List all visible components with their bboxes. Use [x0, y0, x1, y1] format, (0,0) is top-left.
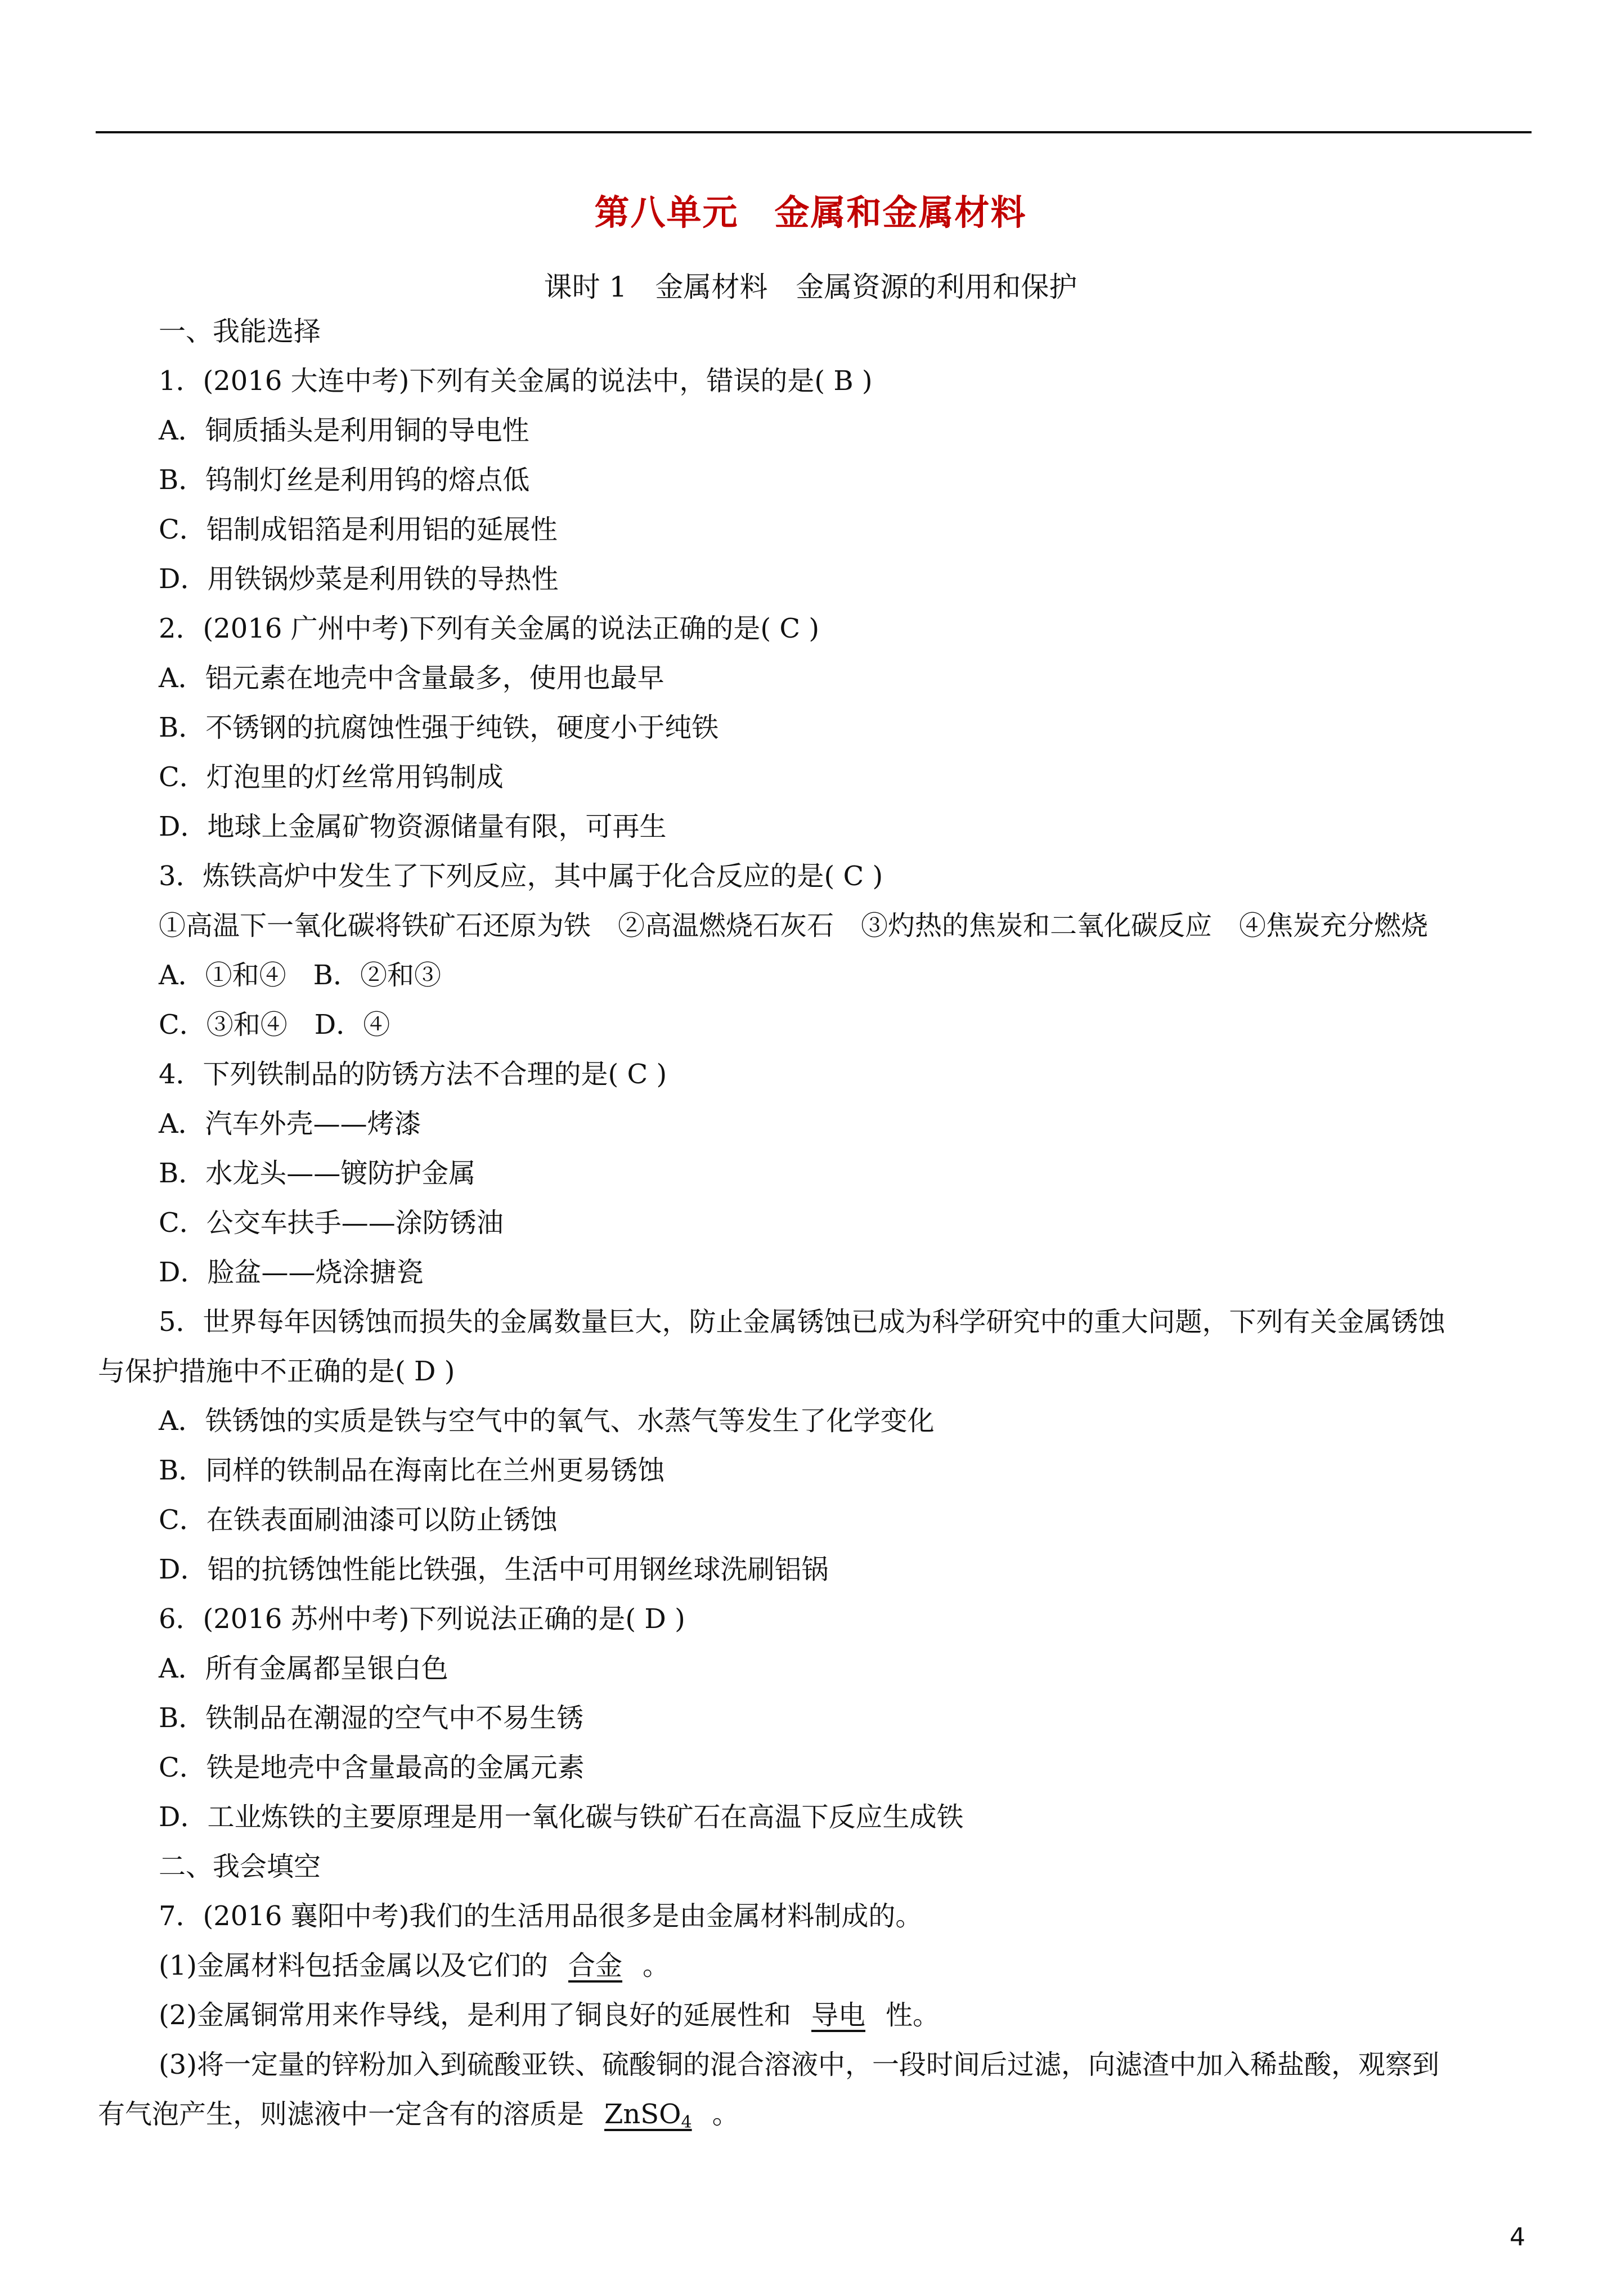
question-4-stem: 4．下列铁制品的防锈方法不合理的是( C ) [159, 1059, 667, 1090]
question-4-option-b: B．水龙头——镀防护金属 [159, 1158, 476, 1189]
question-7-part-1-end: 。 [643, 1950, 670, 1981]
question-7-part-1-text: (1)金属材料包括金属以及它们的 [159, 1950, 548, 1981]
question-7-part-3-end: 。 [712, 2098, 739, 2130]
section-heading-choice: 一、我能选择 [159, 316, 321, 347]
question-2-option-d: D．地球上金属矿物资源储量有限，可再生 [159, 811, 667, 842]
question-1-option-d: D．用铁锅炒菜是利用铁的导热性 [159, 563, 559, 595]
worksheet-body [98, 307, 1532, 2139]
question-3-items: ①高温下一氧化碳将铁矿石还原为铁 ②高温燃烧石灰石 ③灼热的焦炭和二氧化碳反应 ④焦炭充分燃烧 [159, 910, 1429, 941]
question-1-option-b: B．钨制灯丝是利用钨的熔点低 [159, 464, 530, 496]
page-title: 第八单元 金属和金属材料 [594, 192, 1027, 233]
section-heading-fill: 二、我会填空 [159, 1851, 321, 1882]
question-3-options-cd: C．③和④ D．④ [159, 1009, 390, 1041]
question-6-stem: 6．(2016 苏州中考)下列说法正确的是( D ) [159, 1603, 685, 1635]
question-7-part-3-line1: (3)将一定量的锌粉加入到硫酸亚铁、硫酸铜的混合溶液中，一段时间后过滤，向滤渣中加入稀盐酸，观察到 [159, 2049, 1439, 2080]
question-3-stem: 3．炼铁高炉中发生了下列反应，其中属于化合反应的是( C ) [159, 860, 883, 892]
question-3-options-ab: A．①和④ B．②和③ [159, 959, 441, 991]
question-7-part-3-answer-subscript: 4 [681, 2113, 692, 2132]
question-4-option-a: A．汽车外壳——烤漆 [159, 1108, 421, 1140]
header-rule [96, 131, 1532, 133]
question-4-option-d: D．脸盆——烧涂搪瓷 [159, 1257, 424, 1288]
question-7-part-2-end: 性。 [886, 1999, 940, 2031]
question-5-option-c: C．在铁表面刷油漆可以防止锈蚀 [159, 1504, 558, 1536]
question-7-part-2-answer: 导电 [811, 1999, 866, 2031]
page-number: 4 [1510, 2223, 1525, 2252]
question-7-part-3-text: 有气泡产生，则滤液中一定含有的溶质是 [98, 2098, 585, 2130]
question-5-option-a: A．铁锈蚀的实质是铁与空气中的氧气、水蒸气等发生了化学变化 [159, 1405, 935, 1437]
question-2-option-a: A．铝元素在地壳中含量最多，使用也最早 [159, 662, 664, 694]
page-subtitle: 课时 1 金属材料 金属资源的利用和保护 [544, 271, 1077, 303]
question-7-stem: 7．(2016 襄阳中考)我们的生活用品很多是由金属材料制成的。 [159, 1900, 923, 1932]
question-5-option-b: B．同样的铁制品在海南比在兰州更易锈蚀 [159, 1455, 665, 1486]
question-5-option-d: D．铝的抗锈蚀性能比铁强，生活中可用钢丝球洗刷铝锅 [159, 1554, 829, 1585]
question-6-option-b: B．铁制品在潮湿的空气中不易生锈 [159, 1702, 584, 1734]
question-1-stem: 1．(2016 大连中考)下列有关金属的说法中，错误的是( B ) [159, 365, 873, 397]
question-7-part-2 [159, 1990, 1532, 2040]
question-7-part-3-line2 [98, 2089, 1532, 2139]
question-7-part-2-text: (2)金属铜常用来作导线，是利用了铜良好的延展性和 [159, 1999, 791, 2031]
question-2-option-b: B．不锈钢的抗腐蚀性强于纯铁，硬度小于纯铁 [159, 712, 719, 743]
question-2-option-c: C．灯泡里的灯丝常用钨制成 [159, 761, 504, 793]
question-7-part-1-answer: 合金 [568, 1950, 623, 1981]
question-6-option-a: A．所有金属都呈银白色 [159, 1653, 448, 1684]
question-1-option-a: A．铜质插头是利用铜的导电性 [159, 415, 529, 446]
question-2-stem: 2．(2016 广州中考)下列有关金属的说法正确的是( C ) [159, 613, 820, 644]
question-7-part-3-answer [584, 2098, 712, 2130]
question-1-option-c: C．铝制成铝箔是利用铝的延展性 [159, 514, 558, 545]
question-5-stem-line2: 与保护措施中不正确的是( D ) [98, 1356, 455, 1387]
question-7-part-1 [159, 1941, 1532, 1990]
question-5-stem-line1: 5．世界每年因锈蚀而损失的金属数量巨大，防止金属锈蚀已成为科学研究中的重大问题，下列有关金属锈蚀 [159, 1306, 1445, 1338]
question-4-option-c: C．公交车扶手——涂防锈油 [159, 1207, 504, 1239]
question-7-part-3-answer-formula: ZnSO [604, 2098, 681, 2130]
question-6-option-c: C．铁是地壳中含量最高的金属元素 [159, 1752, 585, 1783]
question-6-option-d: D．工业炼铁的主要原理是用一氧化碳与铁矿石在高温下反应生成铁 [159, 1801, 964, 1833]
